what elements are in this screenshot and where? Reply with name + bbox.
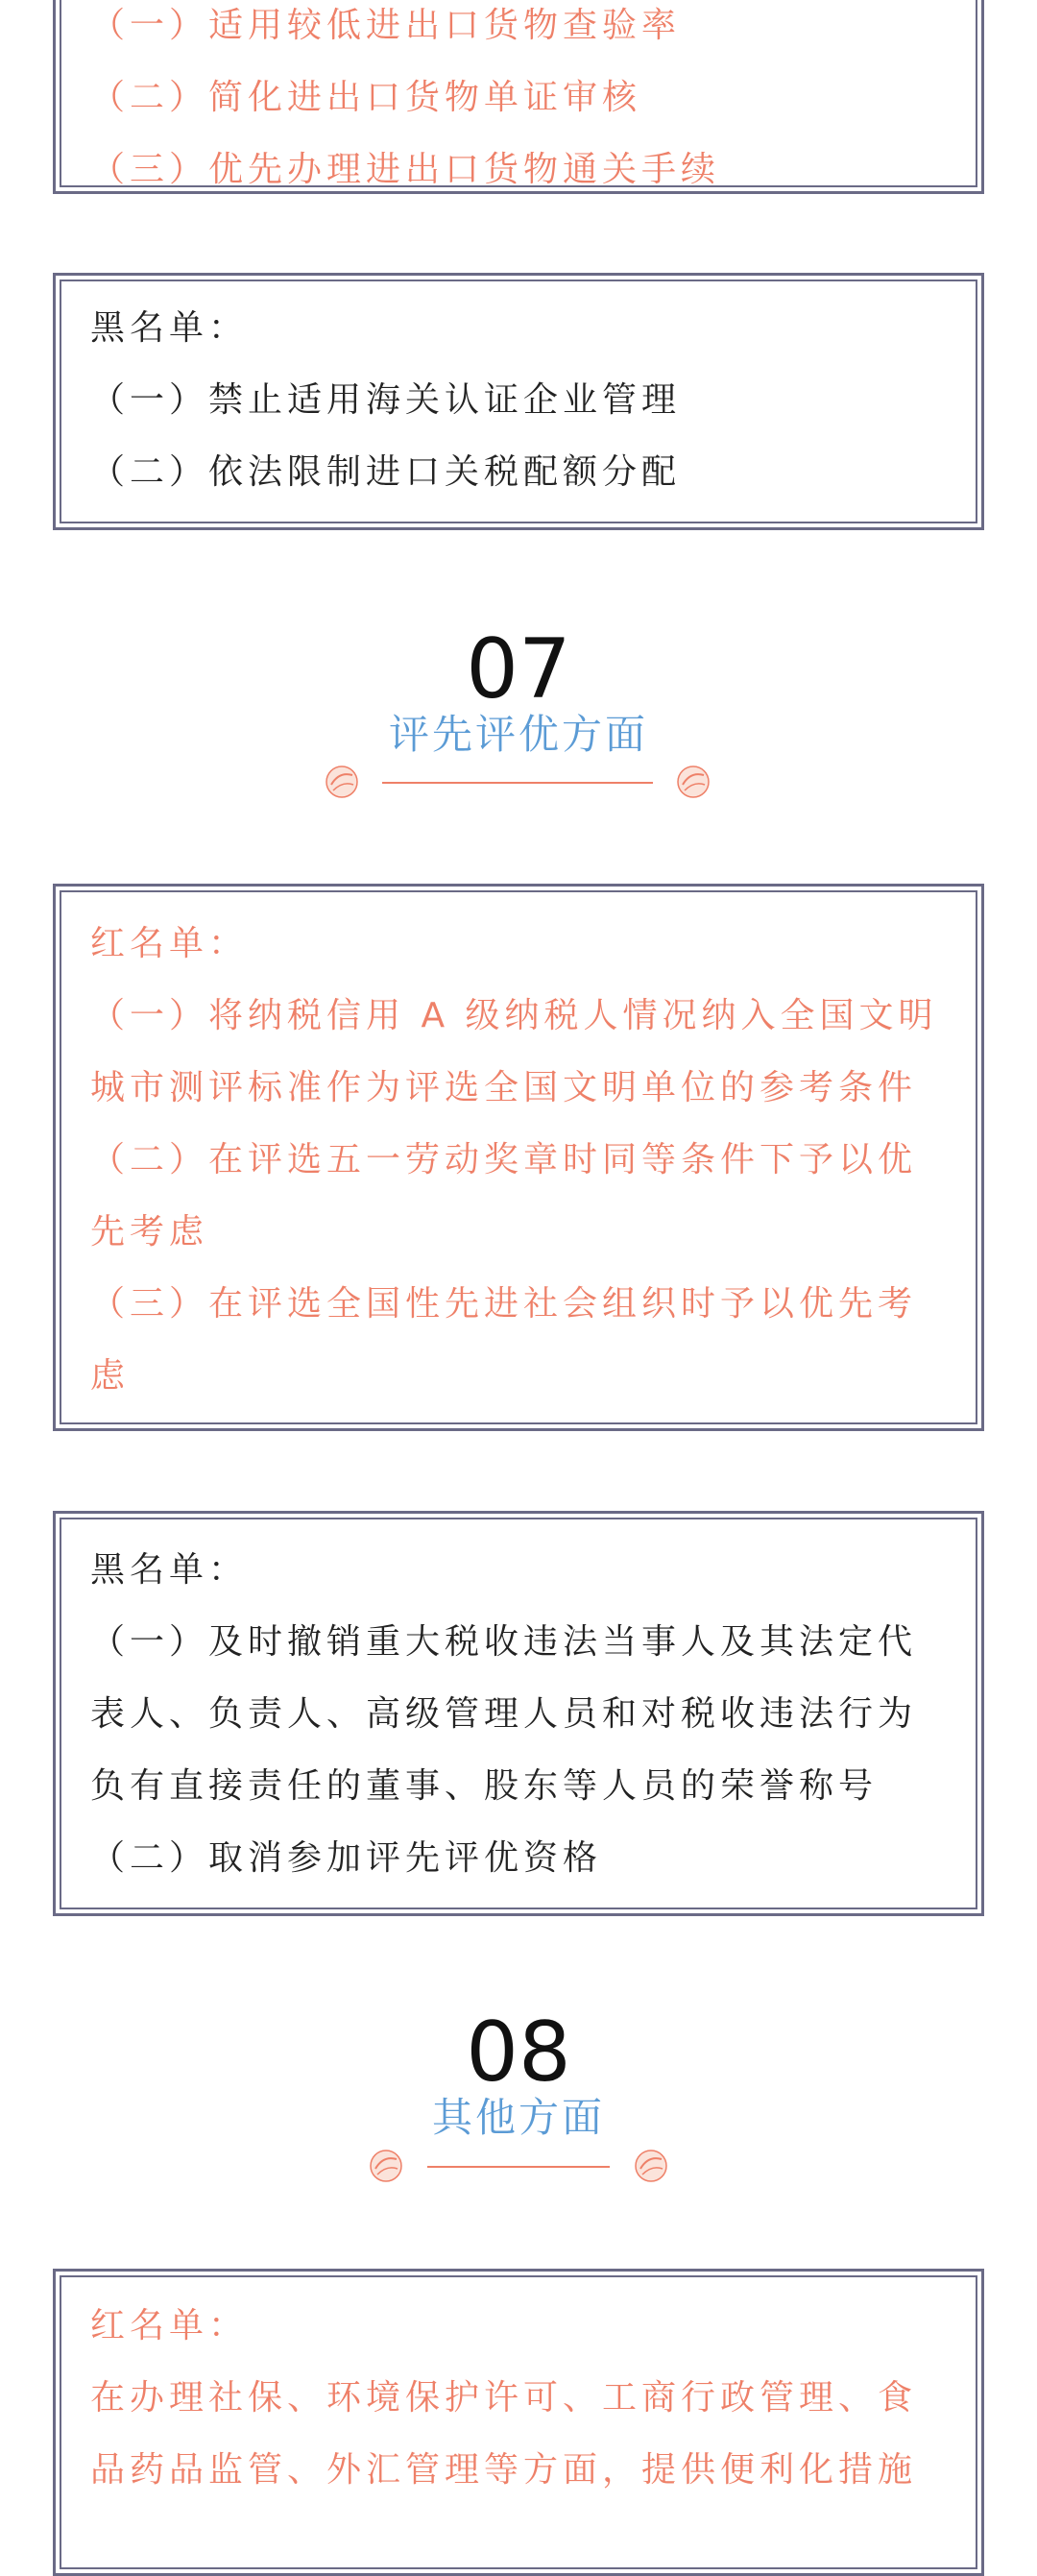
decorative-ball-icon	[633, 2148, 669, 2184]
red-list-box-customs-inner	[60, 0, 977, 187]
list-line: 虑	[90, 1356, 131, 1396]
black-list-box-customs	[53, 273, 984, 530]
section-underline	[427, 2166, 610, 2168]
section-title: 其他方面	[431, 2094, 605, 2141]
section-number: 08	[466, 2005, 571, 2101]
decorative-ball-icon	[675, 764, 711, 800]
red-list-box-awards	[53, 884, 984, 1431]
black-list-box-awards-inner	[60, 1518, 977, 1909]
list-heading: 红名单：	[90, 2306, 249, 2345]
red-list-box-awards-inner	[60, 890, 977, 1424]
list-line: （三）优先办理进出口货物通关手续	[90, 150, 721, 189]
list-line: 先考虑	[90, 1212, 209, 1252]
list-line: （二）在评选五一劳动奖章时同等条件下予以优	[90, 1140, 918, 1179]
red-list-box-customs	[53, 0, 984, 194]
section-07-header	[0, 615, 1037, 807]
list-line: 负有直接责任的董事、股东等人员的荣誉称号	[90, 1766, 879, 1806]
list-line: （三）在评选全国性先进社会组织时予以优先考	[90, 1284, 918, 1324]
decorative-ball-icon	[324, 764, 360, 800]
list-heading: 黑名单：	[90, 308, 249, 348]
list-line: 在办理社保、环境保护许可、工商行政管理、食	[90, 2378, 918, 2418]
list-line: （一）及时撤销重大税收违法当事人及其法定代	[90, 1622, 918, 1662]
list-line: 表人、负责人、高级管理人员和对税收违法行为	[90, 1694, 918, 1734]
list-line: 品药品监管、外汇管理等方面，提供便利化措施	[90, 2450, 918, 2490]
section-08-header	[0, 1998, 1037, 2190]
list-line: （一）将纳税信用 A 级纳税人情况纳入全国文明	[90, 996, 938, 1035]
decorative-ball-icon	[368, 2148, 404, 2184]
list-heading: 红名单：	[90, 924, 249, 963]
list-line: （一）适用较低进出口货物查验率	[90, 6, 682, 45]
black-list-box-awards	[53, 1511, 984, 1916]
section-title: 评先评优方面	[388, 711, 648, 758]
red-list-box-other-inner	[60, 2275, 977, 2569]
section-underline	[382, 782, 653, 784]
section-number: 07	[466, 621, 571, 717]
list-line: （一）禁止适用海关认证企业管理	[90, 380, 682, 420]
list-line: 城市测评标准作为评选全国文明单位的参考条件	[90, 1068, 918, 1107]
list-heading: 黑名单：	[90, 1550, 249, 1590]
list-line: （二）依法限制进口关税配额分配	[90, 452, 682, 492]
red-list-box-other	[53, 2269, 984, 2576]
list-line: （二）取消参加评先评优资格	[90, 1838, 603, 1878]
list-line: （二）简化进出口货物单证审核	[90, 78, 642, 117]
black-list-box-customs-inner	[60, 279, 977, 523]
